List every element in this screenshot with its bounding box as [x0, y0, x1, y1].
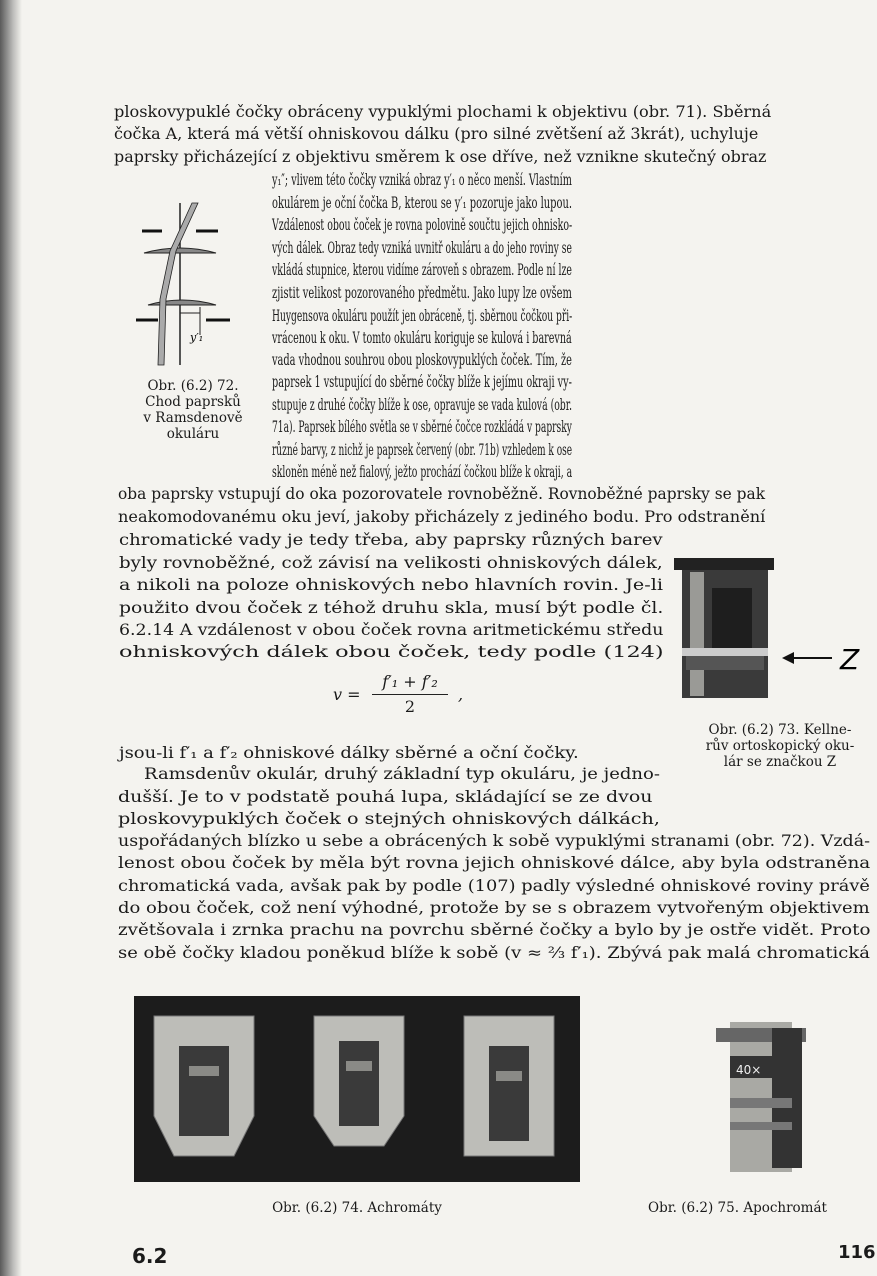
book-spine-shadow — [0, 0, 22, 1276]
text-line: 71a). Paprsek bílého světla se v sběrné čočce rozkládá v paprsky — [272, 418, 572, 436]
text-line: zvětšovala i zrnka prachu na povrchu sběrné čočky a bylo by je ostře vidět. Proto — [118, 921, 871, 939]
text-line: chromatické vady je tedy třeba, aby paprsky různých barev — [119, 531, 663, 549]
figure-73-photo — [672, 548, 872, 706]
text-line: dušší. Je to v podstatě pouhá lupa, skládající se ze dvou — [118, 788, 653, 806]
text-line: do obou čoček, což není výhodné, protože by se s obrazem vytvořeným objektivem — [118, 899, 870, 917]
text-line: zjistit velikost pozorovaného předmětu. Jako lupy lze ovšem — [272, 284, 572, 302]
caption-line: rův ortoskopický oku- — [705, 738, 855, 754]
figure-72-caption — [108, 378, 278, 442]
caption-line: Chod paprsků — [145, 394, 241, 410]
text-line: 6.2.14 A vzdálenost v obou čoček rovna aritmetickému středu — [119, 621, 664, 639]
caption-line: okuláru — [166, 426, 220, 442]
text-line: paprsek 1 vstupující do sběrné čočky blíže k jejímu okraji vy- — [272, 373, 572, 391]
text-line: ploskovypuklé čočky obráceny vypuklými plochami k objektivu (obr. 71). Sběrná — [114, 103, 772, 121]
text-line: paprsky přicházející z objektivu směrem k ose dříve, než vznikne skutečný obraz — [114, 148, 767, 166]
text-line: různé barvy, z nichž je paprsek červený (obr. 71b) vzhledem k ose — [272, 441, 573, 459]
text-line: byly rovnoběžné, což závisí na velikosti ohniskových dálek, — [119, 554, 663, 572]
text-line: skloněn méně než fialový, ježto prochází čočkou blíže k okraji, a — [272, 463, 573, 481]
text-line: Vzdálenost obou čoček je rovna polovině součtu jejich ohnisko- — [272, 216, 573, 234]
formula-lhs: v = — [333, 685, 361, 704]
figure-73-z-label: Z — [840, 643, 860, 676]
text-line: ohniskových dálek obou čoček, tedy podle (124) — [119, 643, 664, 661]
text-line: vých dálek. Obraz tedy vzniká uvnitř okuláru a do jeho roviny se — [272, 239, 572, 257]
text-line: y₁″; vlivem této čočky vzniká obraz y′₁ o něco menší. Vlastním — [272, 171, 572, 189]
text-line: Ramsdenův okulár, druhý základní typ okuláru, je jedno- — [144, 765, 660, 783]
text-line: jsou-li f′₁ a f′₂ ohniskové dálky sběrné a oční čočky. — [119, 744, 579, 762]
figure-75-caption: Obr. (6.2) 75. Apochromát — [648, 1200, 827, 1216]
caption-line: Obr. (6.2) 72. — [147, 378, 239, 394]
text-line: okulárem je oční čočka B, kterou se y′₁ pozoruje jako lupou. — [272, 194, 573, 212]
figure-72-ray-diagram — [130, 195, 240, 375]
figure-73-caption — [680, 722, 877, 770]
text-line: ploskovypuklých čoček o stejných ohniskových dálkách, — [118, 810, 660, 828]
formula-denominator: 2 — [404, 697, 416, 716]
text-line: chromatická vada, avšak pak by podle (107) padly výsledné ohniskové roviny právě — [118, 877, 870, 895]
figure-75-magnification-label: 40× — [736, 1063, 762, 1077]
text-line: Huygensova okuláru použít jen obráceně, tj. sběrnou čočkou při- — [272, 307, 573, 325]
text-line: použito dvou čoček z téhož druhu skla, musí být podle čl. — [119, 599, 664, 617]
text-line: se obě čočky kladou poněkud blíže k sobě (v ≈ ⅔ f′₁). Zbývá pak malá chromatická — [118, 944, 870, 962]
text-line: stupuje z druhé čočky blíže k ose, opravuje se vada kulová (obr. — [272, 396, 573, 414]
figure-74-photo — [134, 996, 580, 1182]
text-line: neakomodovanému oku jeví, jakoby přicházely z jediného bodu. Pro odstranění — [118, 508, 766, 526]
text-line: vkládá stupnice, kterou vidíme zároveň s obrazem. Podle ní lze — [272, 261, 572, 279]
formula-numerator: f′₁ + f′₂ — [382, 672, 438, 691]
text-line: čočka A, která má větší ohniskovou dálku (pro silné zvětšení až 3krát), uchyluje — [114, 125, 759, 143]
page-number: 116 — [838, 1242, 876, 1263]
text-line: oba paprsky vstupují do oka pozorovatele rovnoběžně. Rovnoběžné paprsky se pak — [118, 485, 766, 503]
figure-75-photo — [716, 1022, 806, 1180]
text-line: lenost obou čoček by měla být rovna jejich ohniskové dálce, aby byla odstraněna — [118, 854, 871, 872]
text-line: a nikoli na poloze ohniskových nebo hlavních rovin. Je-li — [119, 576, 663, 594]
text-line: vada vhodnou souhrou obou ploskovypuklých čoček. Tím, že — [272, 351, 572, 369]
formula-trail: , — [458, 685, 464, 704]
caption-line: v Ramsdenově — [143, 410, 243, 426]
section-number: 6.2 — [132, 1244, 168, 1268]
caption-line: Obr. (6.2) 73. Kellne- — [708, 722, 852, 738]
caption-line: lár se značkou Z — [723, 754, 837, 770]
figure-72-y-label: y′₁ — [190, 331, 204, 344]
text-line: uspořádaných blízko u sebe a obrácených k sobě vypuklými stranami (obr. 72). Vzdá- — [118, 832, 870, 850]
text-line: vrácenou k oku. V tomto okuláru koriguje se kulová i barevná — [272, 329, 572, 347]
figure-74-caption: Obr. (6.2) 74. Achromáty — [272, 1200, 442, 1216]
fraction-bar — [372, 694, 448, 695]
